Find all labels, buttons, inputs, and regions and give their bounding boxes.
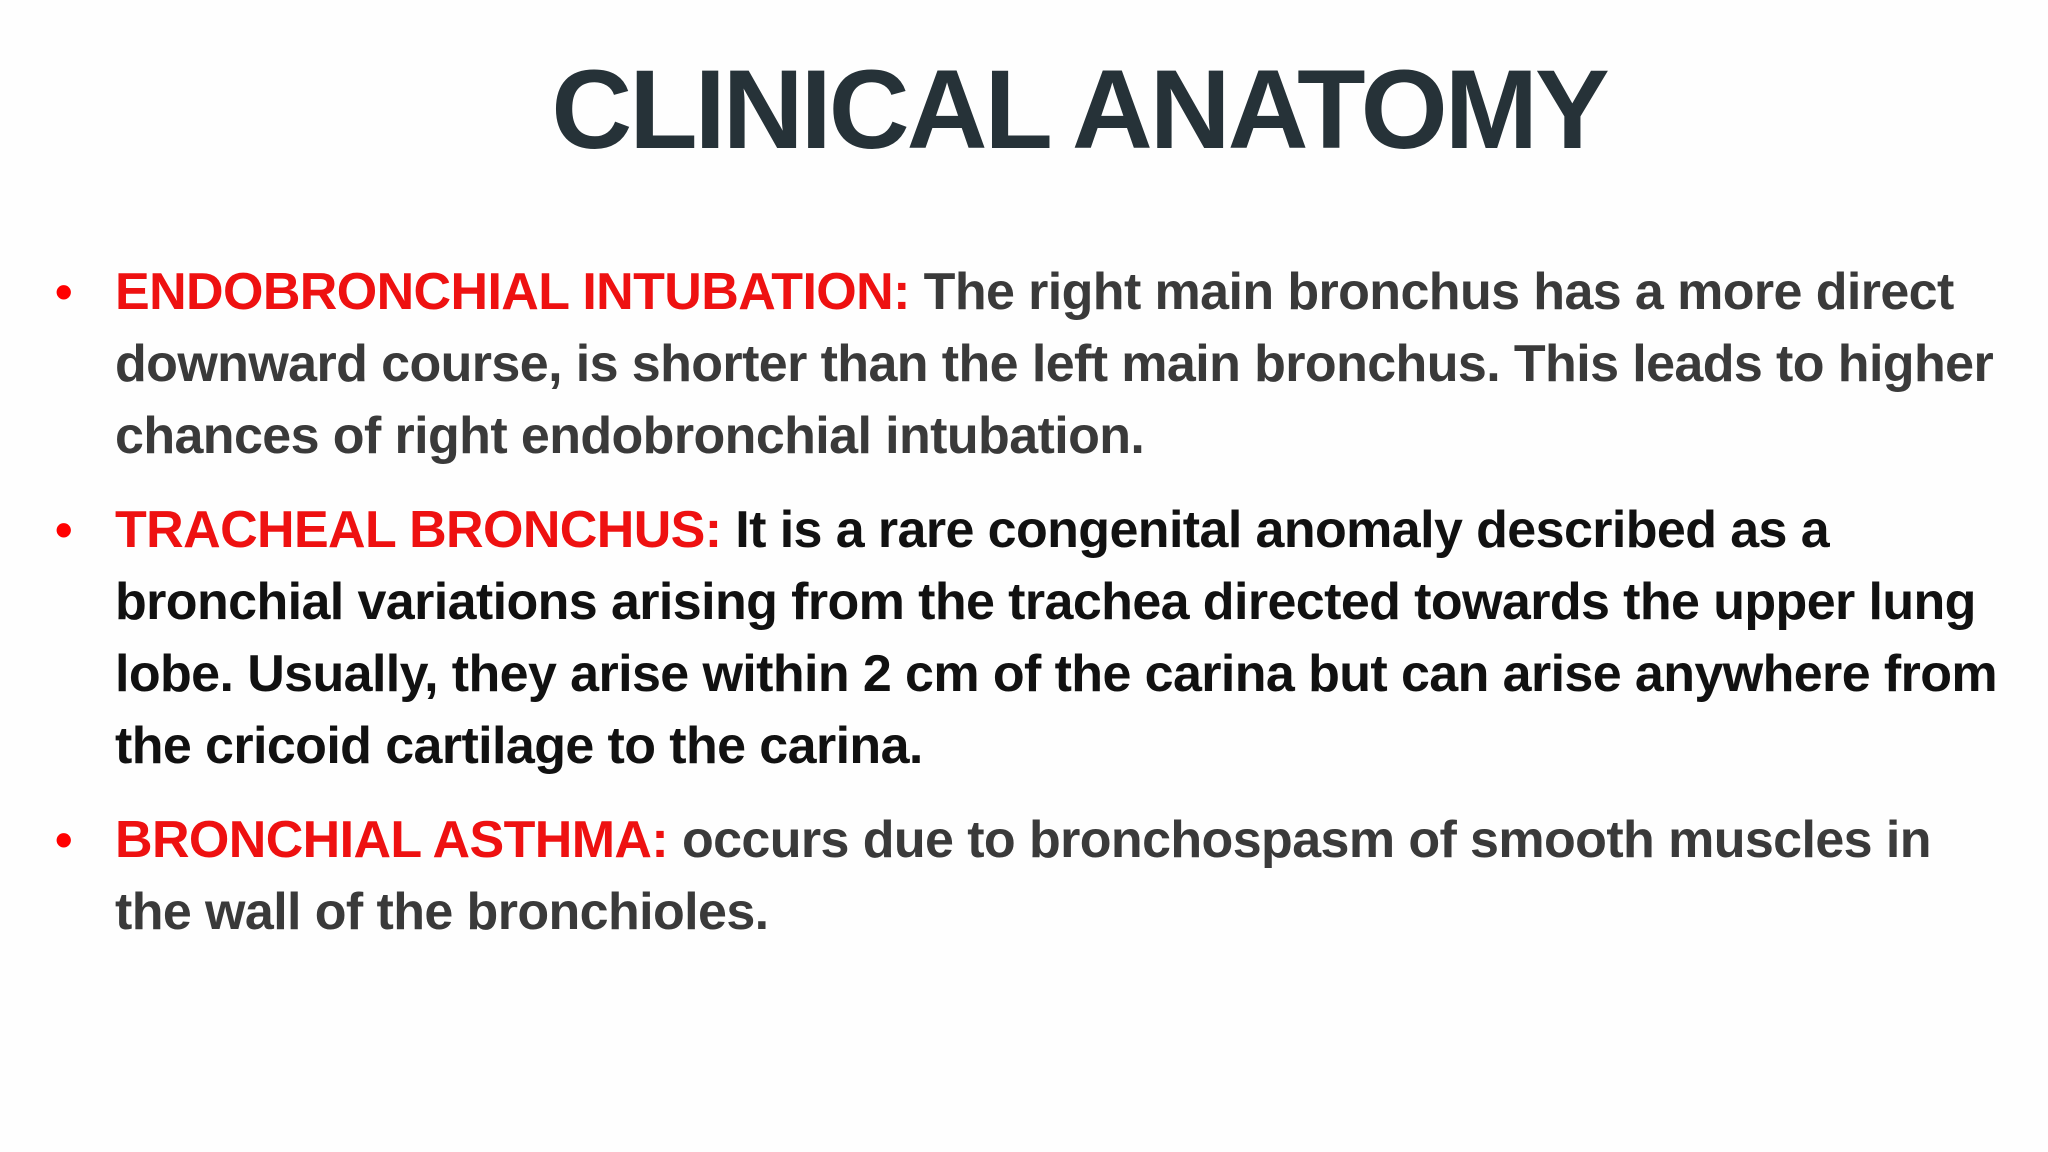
bullet-item-endobronchial-intubation: [55, 256, 2015, 472]
slide-title: CLINICAL ANATOMY: [551, 47, 1607, 172]
bullet-list: [55, 256, 2015, 948]
bullet-item-tracheal-bronchus: [55, 494, 2015, 782]
bullet-dot-icon: •: [55, 812, 72, 868]
bullet-dot-icon: •: [55, 264, 72, 320]
bullet-item-bronchial-asthma: [55, 804, 2015, 948]
bullet-dot-icon: •: [55, 502, 72, 558]
bullet-text: It is a rare congenital anomaly described as a bronchial variations arising from the trachea directed towards the upper lung lobe. Usually, they arise within 2 cm of the carina but can arise anywhere from the cricoid cartilage to the carina.: [115, 501, 1998, 775]
bullet-term: BRONCHIAL ASTHMA:: [115, 811, 682, 869]
bullet-term: TRACHEAL BRONCHUS:: [115, 501, 736, 559]
bullet-term: ENDOBRONCHIAL INTUBATION:: [115, 263, 924, 321]
bullet-text: The right main bronchus has a more direct downward course, is shorter than the left main bronchus. This leads to higher chances of right endobronchial intubation.: [115, 263, 1994, 465]
bullet-text: occurs due to bronchospasm of smooth muscles in the wall of the bronchioles.: [115, 811, 1931, 941]
